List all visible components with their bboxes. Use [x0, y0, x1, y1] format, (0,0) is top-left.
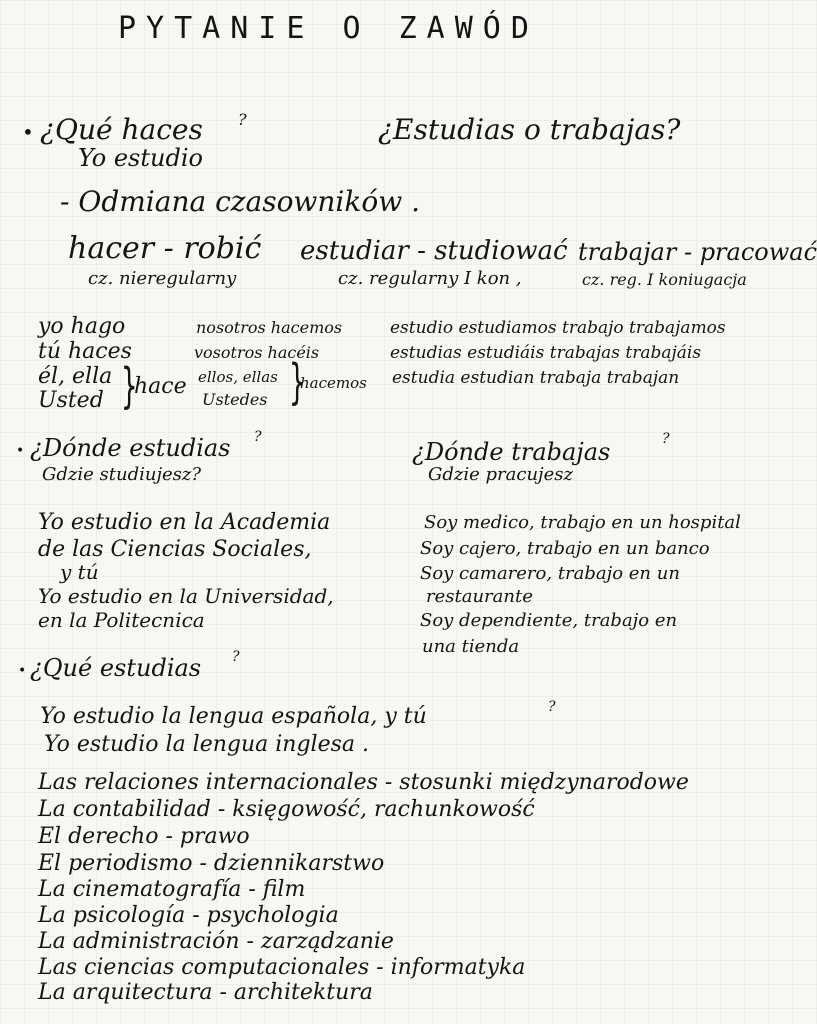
conjugation-heading: - Odmiana czasowników .	[60, 185, 420, 218]
vocab-item: Las relaciones internacionales - stosunki międzynarodowe	[38, 770, 689, 795]
answer-q3-line-1: Soy medico, trabajo en un hospital	[424, 512, 741, 533]
question-mark-q3: ?	[662, 431, 670, 447]
hacer-form-yo: yo hago	[38, 314, 126, 339]
bullet-q2: •	[16, 443, 25, 459]
translation-gdzie-studiujesz: Gdzie studiujesz?	[42, 464, 202, 485]
vocab-item: La psicología - psychologia	[38, 903, 339, 928]
hacer-form-tu: tú haces	[38, 339, 132, 364]
vocab-item: El derecho - prawo	[38, 824, 250, 849]
vocab-item: La contabilidad - księgowość, rachunkowość	[38, 797, 535, 822]
verb-estudiar: estudiar - studiować	[300, 236, 568, 266]
hacer-form-usted: Usted	[38, 388, 104, 413]
answer-yo-estudio: Yo estudio	[78, 144, 203, 172]
translation-gdzie-pracujesz: Gdzie pracujesz	[428, 464, 574, 485]
answer-q4-line-1: Yo estudio la lengua española, y tú	[40, 704, 427, 729]
bullet-q1: •	[22, 120, 34, 144]
page-title: PYTANIE O ZAWÓD	[118, 11, 539, 46]
answer-q4-mark: ?	[548, 699, 556, 715]
vocab-item: La cinematografía - film	[38, 877, 306, 902]
hacer-form-hacemos-shared: hacemos	[300, 374, 367, 392]
hacer-form-el-ella: él, ella	[38, 364, 113, 389]
answer-q3-line-2: Soy cajero, trabajo en un banco	[420, 538, 710, 559]
brace-plural: }	[288, 354, 306, 410]
answer-q3-line-3: Soy camarero, trabajo en un	[420, 563, 680, 584]
hacer-form-hace: hace	[134, 374, 187, 399]
vocab-item: La administración - zarządzanie	[38, 929, 394, 954]
answer-q2-line-2: de las Ciencias Sociales,	[38, 537, 312, 562]
verb-hacer-note: cz. nieregularny	[88, 268, 237, 289]
verb-trabajar: trabajar - pracować	[578, 238, 817, 266]
hacer-form-ellos-ellas: ellos, ellas	[198, 368, 278, 386]
answer-q2-line-4: Yo estudio en la Universidad,	[38, 584, 334, 608]
verb-trabajar-note: cz. reg. I koniugacja	[582, 270, 747, 289]
question-mark-q2: ?	[254, 429, 262, 445]
answer-q3-line-5: Soy dependiente, trabajo en	[420, 610, 678, 631]
question-mark-q4: ?	[232, 649, 240, 665]
answer-q3-line-6: una tienda	[422, 636, 520, 657]
answer-q3-line-4: restaurante	[426, 586, 533, 607]
hacer-form-nosotros: nosotros hacemos	[196, 318, 343, 337]
verb-estudiar-note: cz. regularny I kon ,	[338, 268, 522, 289]
question-mark-q1: ?	[238, 110, 247, 129]
regular-forms-row-3: estudia estudian trabaja trabajan	[392, 368, 680, 388]
vocab-item: Las ciencias computacionales - informatyka	[38, 955, 526, 980]
question-que-haces: ¿Qué haces	[40, 113, 203, 146]
brace-singular: }	[120, 358, 138, 414]
answer-q2-line-3: y tú	[60, 560, 99, 584]
regular-forms-row-2: estudias estudiáis trabajas trabajáis	[390, 343, 702, 363]
verb-hacer: hacer - robić	[68, 231, 262, 266]
bullet-q4: •	[18, 663, 27, 679]
answer-q2-line-1: Yo estudio en la Academia	[38, 510, 331, 535]
vocab-item: La arquitectura - architektura	[38, 980, 373, 1005]
answer-q2-line-5: en la Politecnica	[38, 608, 205, 632]
question-que-estudias: ¿Qué estudias	[30, 654, 202, 682]
hacer-form-ustedes: Ustedes	[202, 390, 268, 409]
regular-forms-row-1: estudio estudiamos trabajo trabajamos	[390, 318, 726, 338]
question-estudias-o-trabajas: ¿Estudias o trabajas?	[378, 113, 681, 146]
answer-q4-line-2: Yo estudio la lengua inglesa .	[44, 732, 369, 757]
question-donde-estudias: ¿Dónde estudias	[30, 434, 231, 462]
question-donde-trabajas: ¿Dónde trabajas	[412, 438, 611, 466]
hacer-form-vosotros: vosotros hacéis	[194, 343, 320, 362]
vocab-item: El periodismo - dziennikarstwo	[38, 851, 385, 876]
